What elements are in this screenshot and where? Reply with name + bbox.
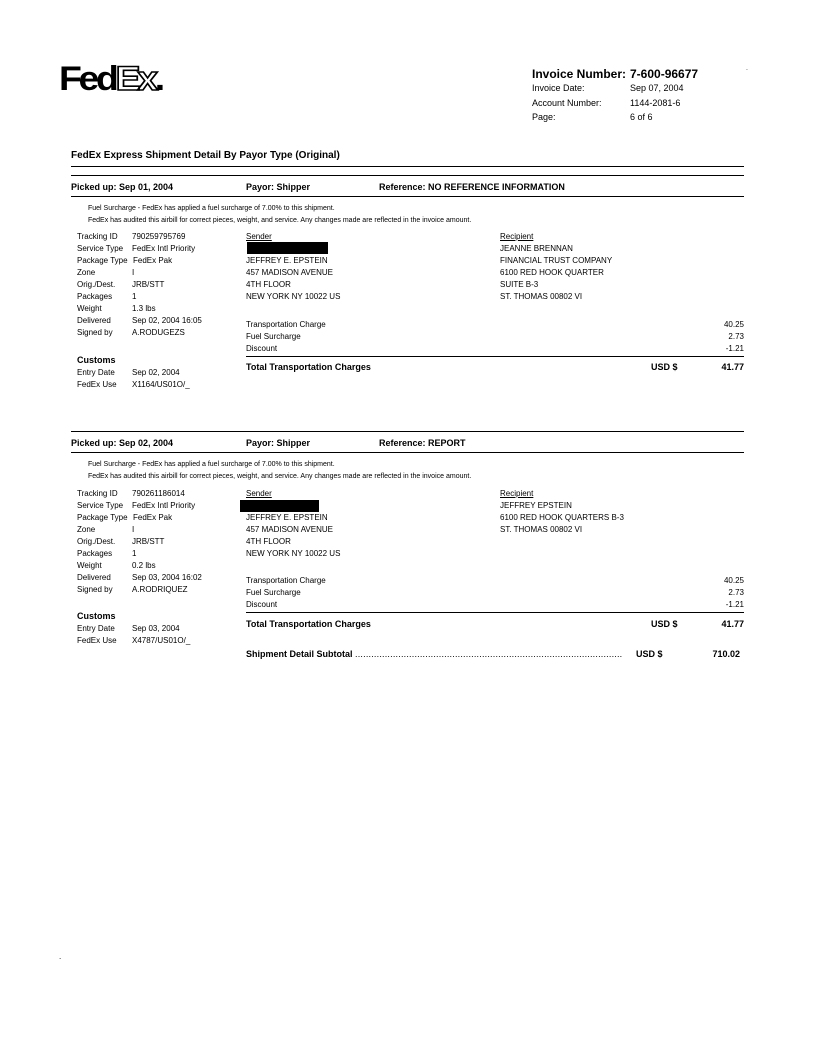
divider: [71, 431, 744, 432]
divider: [71, 452, 744, 453]
tracking-id-label: Tracking ID: [77, 232, 118, 241]
entry-date-label: Entry Date: [77, 368, 115, 377]
orig-dest-label: Orig./Dest.: [77, 537, 116, 546]
charge-label: Fuel Surcharge: [246, 588, 301, 597]
stray-mark: .: [59, 952, 62, 961]
divider: [71, 196, 744, 197]
signed-by: A.RODUGEZS: [132, 328, 185, 337]
total-currency: USD $: [651, 362, 678, 372]
fedex-use-label: FedEx Use: [77, 380, 117, 389]
recipient-line: 6100 RED HOOK QUARTERS B-3: [500, 513, 624, 522]
tracking-id-label: Tracking ID: [77, 489, 118, 498]
recipient-line: JEANNE BRENNAN: [500, 244, 573, 253]
recipient-line: 6100 RED HOOK QUARTER: [500, 268, 604, 277]
payor: Payor: Shipper: [246, 438, 311, 448]
page-label: Page:: [532, 112, 556, 122]
charge-label: Fuel Surcharge: [246, 332, 301, 341]
zone-label: Zone: [77, 525, 96, 534]
sender-heading: Sender: [246, 232, 272, 241]
recipient-line: SUITE B-3: [500, 280, 539, 289]
weight-label: Weight: [77, 561, 102, 570]
total-label: Total Transportation Charges: [246, 619, 371, 629]
entry-date: Sep 03, 2004: [132, 624, 180, 633]
orig-dest: JRB/STT: [132, 537, 165, 546]
sender-line: NEW YORK NY 10022 US: [246, 292, 341, 301]
package-type-label: Package Type: [77, 256, 128, 265]
package-type: FedEx Pak: [133, 256, 173, 265]
subtotal-currency: USD $: [636, 649, 663, 659]
recipient-line: FINANCIAL TRUST COMPANY: [500, 256, 613, 265]
fedex-use: X4787/US01O/_: [132, 636, 191, 645]
delivered: Sep 03, 2004 16:02: [132, 573, 202, 582]
delivered: Sep 02, 2004 16:05: [132, 316, 202, 325]
recipient-line: ST. THOMAS 00802 VI: [500, 292, 583, 301]
recipient-line: JEFFREY EPSTEIN: [500, 501, 572, 510]
charge-amount: 2.73: [728, 588, 744, 597]
invoice-number: 7-600-96677: [630, 67, 699, 81]
zone-label: Zone: [77, 268, 96, 277]
corner-mark: ˙: [746, 68, 749, 77]
charge-amount: 40.25: [723, 576, 744, 585]
entry-date: Sep 02, 2004: [132, 368, 180, 377]
package-type-label: Package Type: [77, 513, 128, 522]
sender-line: 457 MADISON AVENUE: [246, 525, 333, 534]
page-number: 6 of 6: [630, 112, 653, 122]
subtotal-row: [246, 649, 666, 659]
delivered-label: Delivered: [77, 573, 111, 582]
weight: 1.3 lbs: [132, 304, 156, 313]
zone: I: [132, 525, 135, 534]
service-type-label: Service Type: [77, 501, 124, 510]
packages-label: Packages: [77, 549, 113, 558]
charge-label: Discount: [246, 600, 278, 609]
total-amount: 41.77: [721, 619, 744, 629]
recipient-heading: Recipient: [500, 232, 534, 241]
charge-amount: -1.21: [725, 600, 744, 609]
invoice-number-label: Invoice Number:: [532, 67, 627, 81]
charge-label: Transportation Charge: [246, 576, 326, 585]
logo-dot: .: [154, 60, 162, 98]
sender-line: 457 MADISON AVENUE: [246, 268, 333, 277]
orig-dest: JRB/STT: [132, 280, 165, 289]
subtotal-leader-dots: ...................................................................................................: [355, 649, 623, 659]
service-type-label: Service Type: [77, 244, 124, 253]
weight-label: Weight: [77, 304, 102, 313]
service-type: FedEx Intl Priority: [132, 244, 196, 253]
signed-by-label: Signed by: [77, 585, 113, 594]
subtotal-label: Shipment Detail Subtotal: [246, 649, 353, 659]
redaction-bar: [240, 500, 319, 512]
subtotal-value: 710.02: [712, 649, 740, 659]
reference: Reference: REPORT: [379, 438, 466, 448]
recipient-line: ST. THOMAS 00802 VI: [500, 525, 583, 534]
fuel-surcharge-note: Fuel Surcharge - FedEx has applied a fuel surcharge of 7.00% to this shipment.: [88, 205, 335, 212]
account-number-label: Account Number:: [532, 98, 602, 108]
sender-line: NEW YORK NY 10022 US: [246, 549, 341, 558]
divider: [71, 175, 744, 176]
sender-line: JEFFREY E. EPSTEIN: [246, 513, 328, 522]
packages: 1: [132, 549, 137, 558]
total-label: Total Transportation Charges: [246, 362, 371, 372]
sender-heading: Sender: [246, 489, 272, 498]
sender-line: JEFFREY E. EPSTEIN: [246, 256, 328, 265]
charge-label: Transportation Charge: [246, 320, 326, 329]
tracking-id: 790261186014: [132, 489, 185, 498]
fedex-use: X1164/US01O/_: [132, 380, 190, 389]
audit-note: FedEx has audited this airbill for correct pieces, weight, and service. Any changes made are reflected in the invoice amount.: [88, 217, 472, 224]
delivered-label: Delivered: [77, 316, 111, 325]
tracking-id: 790259795769: [132, 232, 186, 241]
weight: 0.2 lbs: [132, 561, 156, 570]
reference: Reference: NO REFERENCE INFORMATION: [379, 182, 565, 192]
charge-label: Discount: [246, 344, 278, 353]
orig-dest-label: Orig./Dest.: [77, 280, 116, 289]
customs-heading: Customs: [77, 355, 116, 365]
invoice-date-label: Invoice Date:: [532, 83, 585, 93]
account-number: 1144-2081-6: [630, 98, 681, 108]
fuel-surcharge-note: Fuel Surcharge - FedEx has applied a fuel surcharge of 7.00% to this shipment.: [88, 461, 335, 468]
picked-up-date: Picked up: Sep 02, 2004: [71, 438, 174, 448]
charge-amount: 40.25: [723, 320, 744, 329]
customs-heading: Customs: [77, 611, 116, 621]
charge-amount: 2.73: [728, 332, 744, 341]
total-currency: USD $: [651, 619, 678, 629]
redaction-bar: [247, 242, 328, 254]
charge-amount: -1.21: [725, 344, 744, 353]
audit-note: FedEx has audited this airbill for correct pieces, weight, and service. Any changes made are reflected in the invoice amount.: [88, 473, 472, 480]
sender-line: 4TH FLOOR: [246, 537, 291, 546]
logo-fed-text: Fed: [59, 60, 116, 98]
logo-ex-text: Ex: [115, 60, 155, 98]
divider: [246, 612, 744, 613]
service-type: FedEx Intl Priority: [132, 501, 196, 510]
signed-by-label: Signed by: [77, 328, 113, 337]
signed-by: A.RODRIQUEZ: [132, 585, 188, 594]
picked-up-date: Picked up: Sep 01, 2004: [71, 182, 174, 192]
packages-label: Packages: [77, 292, 113, 301]
zone: I: [132, 268, 135, 277]
fedex-use-label: FedEx Use: [77, 636, 117, 645]
section-title: FedEx Express Shipment Detail By Payor Type (Original): [71, 150, 340, 161]
entry-date-label: Entry Date: [77, 624, 115, 633]
package-type: FedEx Pak: [133, 513, 173, 522]
invoice-date: Sep 07, 2004: [630, 83, 684, 93]
total-amount: 41.77: [721, 362, 744, 372]
divider: [71, 166, 744, 167]
sender-line: 4TH FLOOR: [246, 280, 291, 289]
fedex-logo: [59, 60, 162, 99]
payor: Payor: Shipper: [246, 182, 311, 192]
recipient-heading: Recipient: [500, 489, 534, 498]
packages: 1: [132, 292, 137, 301]
divider: [246, 356, 744, 357]
